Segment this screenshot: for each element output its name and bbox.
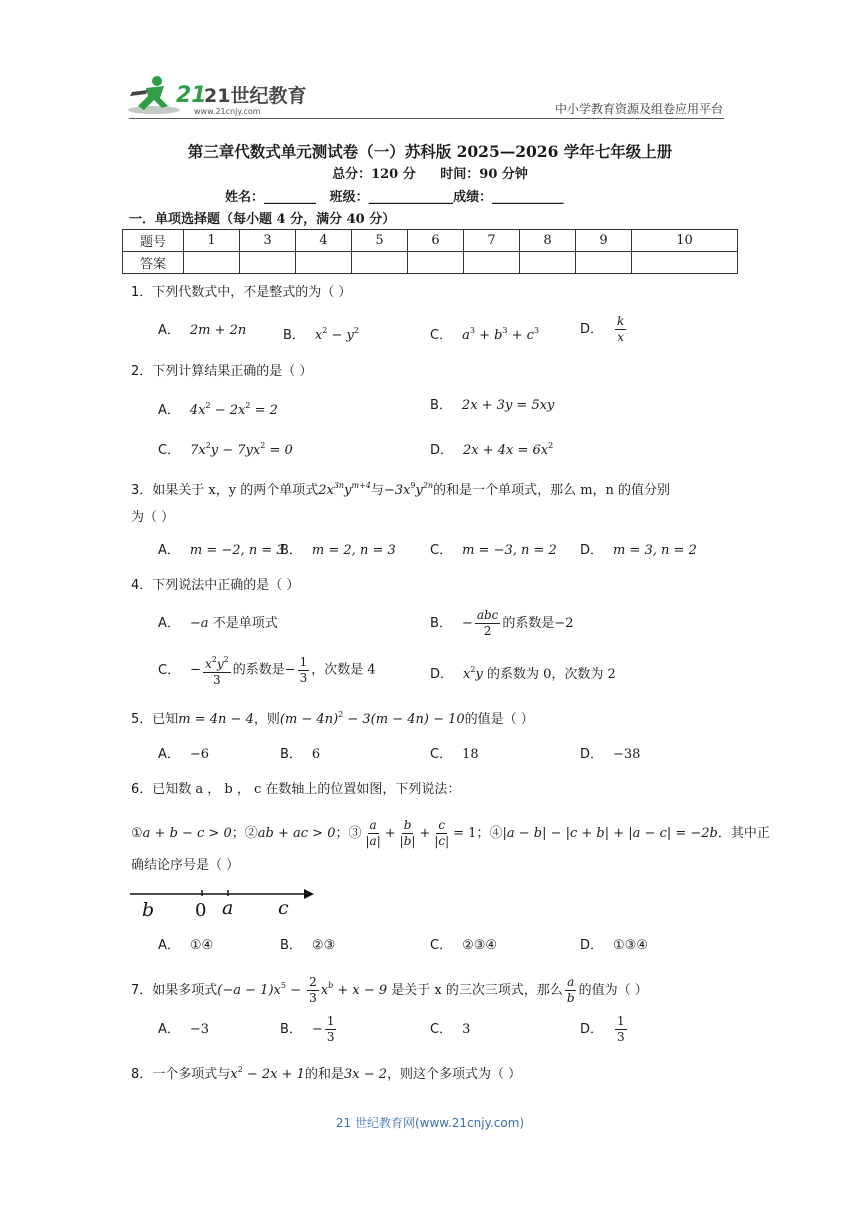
answer-cell[interactable] [240,252,296,274]
answer-cell[interactable] [352,252,408,274]
numline-label-c: c [278,897,289,919]
question-5: 5．已知m = 4n − 4，则$(m - 4n)^2 - 3(m - 4n) - 10$的值是（ ） [131,710,534,727]
question-number-cell: 7 [464,230,520,252]
question-3: 3．如果关于 x，y 的两个单项式$2x^{3n}y^{m+4}$与$-3x^9y^{2n}$的和是一个单项式，那么 m，n 的值分别 [131,481,671,498]
q5-option-a[interactable]: A． −6 [158,747,210,762]
question-number-cell: 3 [240,230,296,252]
exam-subtitle [0,163,860,182]
q5-option-d[interactable]: D． −38 [580,747,641,762]
question-number-cell: 9 [576,230,632,252]
answer-cell[interactable] [576,252,632,274]
answer-cell[interactable] [520,252,576,274]
q5-option-b[interactable]: B． 6 [280,747,321,762]
q6-option-b[interactable]: B． ②③ [280,938,336,953]
q7-option-d[interactable]: D． $\frac{1}{3}$ [580,1014,625,1044]
question-6-statements: ①a + b − c > 0；②ab + ac > 0；③ $\frac{a}{|a|}$ + $\frac{b}{|b|}$ + $\frac{c}{|c|}$ = 1；④|a − b| − |c + b| + |a − c| = −2b．其中正 [131,818,770,848]
table-row [123,252,738,274]
answer-table [122,229,738,274]
q6-option-c[interactable]: C． ②③④ [430,938,498,953]
table-header-cell: 题号 [123,230,184,252]
question-7: 7．如果多项式$(-a - 1)x^5$ − $\frac{2}{3}$ $x^b + x - 9$ 是关于 x 的三次三项式，那么 $\frac{a}{b}$ 的值为（ ） [131,975,648,1005]
question-number-cell: 4 [296,230,352,252]
question-2: 2．下列计算结果正确的是（ ） [131,364,313,379]
table-row [123,230,738,252]
exam-title: 第三章代数式单元测试卷（一）苏科版 2025—2026 学年七年级上册 [187,142,673,161]
svg-text:21: 21 [176,83,207,108]
q3-option-d[interactable]: D． m = 3, n = 2 [580,543,697,558]
q4-option-d[interactable]: D． $x^2y$ 的系数为 0，次数为 2 [430,665,616,682]
q4-option-a[interactable]: A． −a 不是单项式 [158,616,278,631]
answer-cell[interactable] [632,252,738,274]
question-4: 4．下列说法中正确的是（ ） [131,578,300,593]
q3-option-b[interactable]: B． m = 2, n = 3 [280,543,396,558]
site-logo [124,72,307,118]
time-limit: 时间：90 分钟 [440,167,528,182]
svg-text:www.21cnjy.com: www.21cnjy.com [194,107,261,116]
q6-option-a[interactable]: A． ①④ [158,938,214,953]
q3-option-c[interactable]: C． m = −3, n = 2 [430,543,557,558]
q7-option-a[interactable]: A． −3 [158,1022,210,1037]
question-number-cell: 8 [520,230,576,252]
q1-option-c[interactable]: C． $a^3 + b^3 + c^3$ [430,326,540,343]
q6-option-d[interactable]: D． ①③④ [580,938,648,953]
numline-label-a: a [222,897,234,919]
table-header-cell: 答案 [123,252,184,274]
answer-cell[interactable] [464,252,520,274]
q1-option-a[interactable]: A． 2m + 2n [158,323,247,338]
total-score: 总分：120 分 [332,167,416,182]
answer-cell[interactable] [408,252,464,274]
numline-label-zero: 0 [195,900,207,921]
platform-name: 中小学教育资源及组卷应用平台 [554,102,723,116]
q1-option-d[interactable]: D． $\frac{k}{x}$ [580,314,625,344]
question-number-cell: 5 [352,230,408,252]
q7-option-b[interactable]: B． − $\frac{1}{3}$ [280,1014,335,1044]
q2-option-d[interactable]: D． $2x + 4x = 6x^2$ [430,441,554,458]
header-divider [129,118,724,119]
question-6-line3: 确结论序号是（ ） [131,858,240,873]
question-number-cell: 10 [632,230,738,252]
q4-option-b[interactable]: B． − $\frac{\text{abc}}{2}$ 的系数是−2 [430,608,574,638]
answer-cell[interactable] [296,252,352,274]
question-number-cell: 1 [184,230,240,252]
svg-text:21世纪教育: 21世纪教育 [204,85,307,107]
q5-option-c[interactable]: C． 18 [430,747,479,762]
number-line-figure [128,884,318,921]
q1-option-b[interactable]: B． $x^2 - y^2$ [283,326,359,343]
q7-option-c[interactable]: C． 3 [430,1022,471,1037]
question-number-cell: 6 [408,230,464,252]
footer-link[interactable]: 21 世纪教育网(www.21cnjy.com) [335,1116,525,1130]
q2-option-c[interactable]: C． $7x^2y - 7yx^2 = 0$ [158,441,293,458]
q2-option-a[interactable]: A． $4x^2 - 2x^2 = 2$ [158,401,278,418]
q2-option-b[interactable]: B． 2x + 3y = 5xy [430,398,555,413]
answer-cell[interactable] [184,252,240,274]
student-info-line: 姓名：________ 班级：_____________成绩：___________ [225,190,564,205]
question-6: 6．已知数 a ， b ， c 在数轴上的位置如图，下列说法： [131,782,461,797]
q4-option-c[interactable]: C． − $\frac{x^2y^2}{3}$ 的系数是− $\frac{1}{3}$ ，次数是 4 [158,652,376,688]
question-8: 8．一个多项式与$x^2 - 2x + 1$的和是3x − 2，则这个多项式为（ ） [131,1065,522,1082]
question-3-line2: 为（ ） [131,510,175,525]
numline-label-b: b [142,899,155,921]
question-1: 1．下列代数式中，不是整式的为（ ） [131,285,352,300]
section-heading: 一．单项选择题（每小题 4 分，满分 40 分） [129,212,396,227]
q3-option-a[interactable]: A． m = −2, n = 3 [158,543,285,558]
